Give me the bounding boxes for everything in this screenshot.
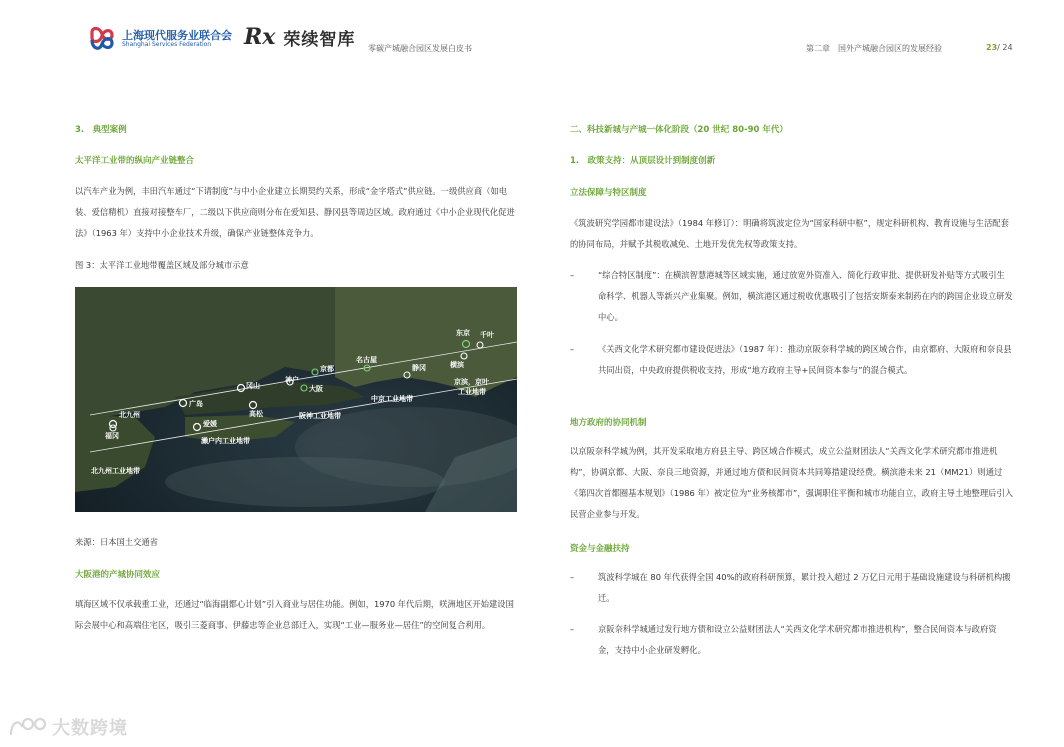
map-label-chukyo: 中京工业地带 <box>371 395 413 403</box>
map-label-keihin: 京滨，京叶 <box>454 378 489 386</box>
map-label-shizuoka: 静冈 <box>412 364 426 372</box>
right-column <box>570 118 1015 678</box>
federation-logo-icon <box>88 26 116 52</box>
map-label-tokyo: 东京 <box>456 329 470 337</box>
map-label-yokohama: 横滨 <box>450 361 464 369</box>
legislation-heading: 立法保障与特区制度 <box>570 188 647 198</box>
case1-heading: 太平洋工业带的纵向产业链整合 <box>75 156 195 166</box>
map-label-chiba: 千叶 <box>480 331 494 339</box>
bullet-special-zone <box>570 265 1015 331</box>
map-label-kobe: 神户 <box>285 376 299 384</box>
bullet-dash: – <box>570 624 575 634</box>
bullet-keihanna-finance-text: 京阪奈科学城通过发行地方债和设立公益财团法人“关西文化学术研究都市推进机构”，整合民间资本与政府资金，支持中小企业研发孵化。 <box>598 624 997 655</box>
watermark-text: 大数跨境 <box>52 718 128 739</box>
page-number <box>986 43 1013 52</box>
bullet-kansai-law <box>570 339 1015 405</box>
tsukuba-law-paragraph: 《筑波研究学园都市建设法》（1984 年修订）：明确将筑波定位为“国家科研中枢”，规定科研机构、教育设施与生活配套的协同布局，并赋予其税收减免、土地开发优先权等政策支持。 <box>570 218 1009 249</box>
page-header <box>0 0 1064 70</box>
pacific-belt-map <box>75 287 517 512</box>
map-label-kyoto: 京都 <box>320 365 334 373</box>
federation-name-en: Shanghai Services Federation <box>122 40 212 48</box>
bullet-dash: – <box>570 572 575 582</box>
local-gov-paragraph: 以京阪奈科学城为例，其开发采取地方府县主导、跨区域合作模式，成立公益财团法人“关西文化学术研究都市推进机构”，协调京都、大阪、奈良三地资源，并通过地方债和民间资本共同筹措建设经费。横滨港未来 21（MM21）则通过《第四次首都圈基本规划》（1986 年）被定位为“业务核都市”，强调职住平衡和城市功能自立，政府主导土地整理后引入民营企业参与开发。 <box>570 446 1014 519</box>
map-label-fukuoka: 福冈 <box>105 432 119 440</box>
think-tank-logo <box>244 24 355 50</box>
bullet-dash: – <box>570 270 575 280</box>
map-label-keihin-line2: 工业地带 <box>458 388 486 396</box>
map-label-hiroshima: 广岛 <box>189 400 203 408</box>
think-tank-mark: Rx <box>244 24 276 50</box>
figure-source: 来源：日本国土交通省 <box>75 537 158 547</box>
era-heading: 二、科技新城与产城一体化阶段（20 世纪 80-90 年代） <box>570 125 788 135</box>
think-tank-name: 荣续智库 <box>283 29 356 50</box>
map-label-okayama: 冈山 <box>246 382 260 390</box>
bullet-special-zone-text: “综合特区制度”：在横滨智慧港城等区域实施，通过放宽外资准入、简化行政审批、提供研发补贴等方式吸引生命科学、机器人等新兴产业集聚。例如，横滨港区通过税收优惠吸引了包括安斯泰来制药在内的跨国企业设立研发中心。 <box>598 270 1013 322</box>
policy-subheading: 1. 政策支持：从顶层设计到制度创新 <box>570 156 716 166</box>
map-label-takamatsu: 高松 <box>249 410 263 418</box>
map-label-kitakyushu-belt: 北九州工业地带 <box>91 467 140 475</box>
federation-logo <box>88 26 232 52</box>
finance-heading: 资金与金融扶持 <box>570 544 630 554</box>
federation-name-cn: 上海现代服务业联合会 <box>122 28 232 42</box>
case1-paragraph: 以汽车产业为例，丰田汽车通过“下请制度”与中小企业建立长期契约关系，形成“金字塔式”供应链。一级供应商（如电装、爱信精机）直接对接整车厂，二级以下供应商则分布在爱知县、静冈县等周边区域。政府通过《中小企业现代化促进法》（1963 年）支持中小企业技术升级，确保产业链整体竞争力。 <box>75 186 515 238</box>
doc-title: 零碳产城融合园区发展白皮书 <box>368 44 472 53</box>
section-heading-cases: 3. 典型案例 <box>75 125 127 135</box>
watermark <box>8 714 128 740</box>
left-column <box>75 118 520 678</box>
case2-heading: 大阪港的产城协同效应 <box>75 570 161 580</box>
map-label-hanshin: 阪神工业地带 <box>299 412 341 420</box>
bullet-tsukuba-budget <box>570 567 1015 611</box>
page-total: / 24 <box>997 43 1013 52</box>
case2-paragraph: 填海区域不仅承载重工业，还通过“临海副都心计划”引入商业与居住功能。例如，1970 年代后期，咲洲地区开始建设国际会展中心和高端住宅区，吸引三菱商事、伊藤忠等企业总部迁入，实现“工业—服务业—居住”的空间复合利用。 <box>75 599 514 630</box>
bullet-tsukuba-budget-text: 筑波科学城在 80 年代获得全国 40%的政府科研预算，累计投入超过 2 万亿日元用于基础设施建设与科研机构搬迁。 <box>598 572 1011 603</box>
bullet-keihanna-finance <box>570 619 1015 663</box>
bullet-kansai-law-text: 《关西文化学术研究都市建设促进法》（1987 年）：推动京阪奈科学城的跨区域合作，由京都府、大阪府和奈良县共同出资，中央政府提供税收支持，形成“地方政府主导+民间资本参与”的混合模式。 <box>598 344 1012 375</box>
figure-caption: 图 3：太平洋工业地带覆盖区域及部分城市示意 <box>75 260 249 270</box>
map-label-nagoya: 名古屋 <box>356 356 377 364</box>
map-label-setouchi: 濑户内工业地带 <box>201 437 250 445</box>
map-label-osaka: 大阪 <box>309 385 323 393</box>
bullet-dash: – <box>570 344 575 354</box>
watermark-icon <box>8 715 48 739</box>
map-label-ehime: 爱媛 <box>203 420 217 428</box>
page-current: 23 <box>986 43 998 52</box>
chapter-title: 第二章 国外产城融合园区的发展经验 <box>806 44 942 53</box>
map-label-kitakyushu: 北九州 <box>119 411 140 419</box>
local-gov-heading: 地方政府的协同机制 <box>570 418 647 428</box>
